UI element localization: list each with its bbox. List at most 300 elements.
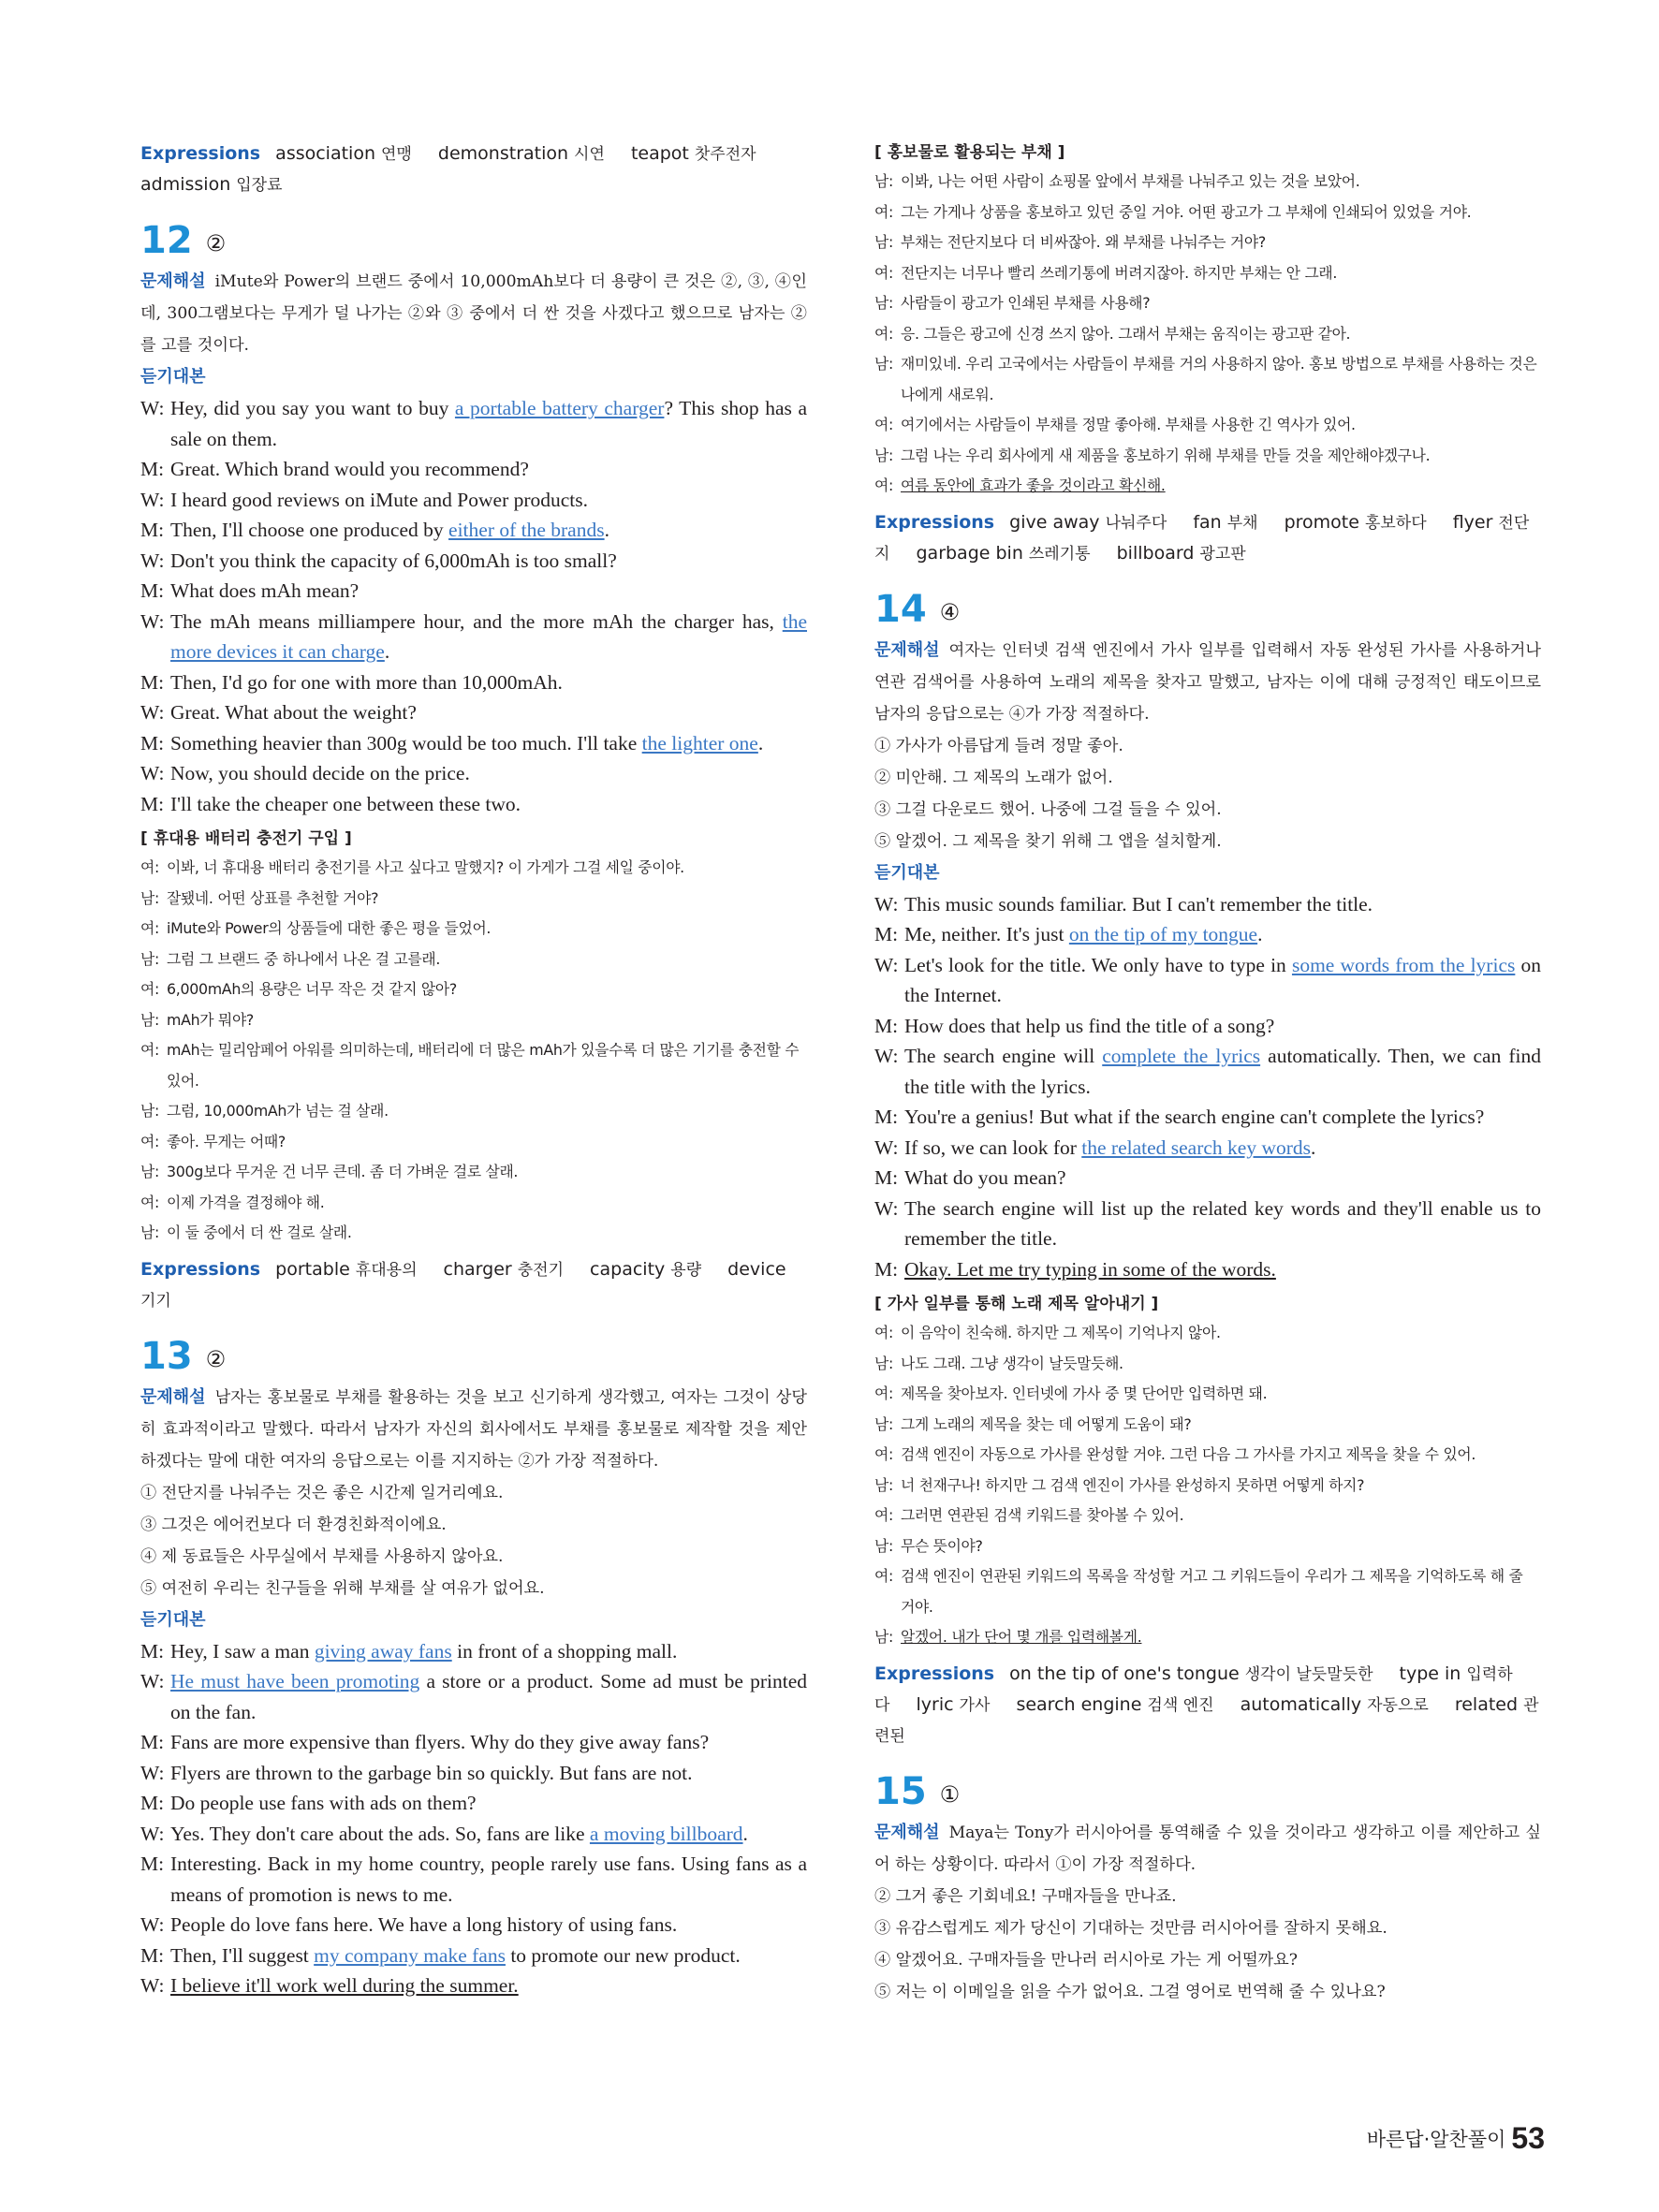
highlight-phrase: the lighter one: [641, 731, 758, 754]
speaker: 여:: [874, 416, 893, 433]
dialogue-line: [140, 1970, 807, 2001]
speaker: W:: [140, 1822, 165, 1845]
dialogue-line: [140, 1788, 807, 1819]
line-text: on the Internet.: [904, 953, 1542, 1006]
dialogue-line: [140, 1910, 807, 1941]
speaker: 남:: [874, 446, 893, 464]
question-answer: ②: [205, 1345, 227, 1372]
line-text: Hey, I saw a man: [170, 1639, 315, 1663]
dialogue-line: [140, 728, 807, 759]
expression-gloss: 찻주전자: [694, 145, 756, 164]
line-text: 그게 노래의 제목을 찾는 데 어떻게 도움이 돼?: [901, 1414, 1192, 1433]
question-number: 12: [140, 219, 193, 262]
option-line: ④ 알겠어요. 구매자들을 만나러 러시아로 가는 게 어떨까요?: [874, 1950, 1298, 1970]
line-text: Don't you think the capacity of 6,000mAh is too small?: [170, 549, 617, 572]
translation-line: [874, 1561, 1541, 1622]
dialogue-line: [140, 393, 807, 454]
q14-header: [874, 588, 1541, 631]
dialogue-line: [140, 546, 807, 577]
line-text: 이 둘 중에서 더 싼 걸로 살래.: [167, 1223, 352, 1241]
expression-gloss: 전단지: [874, 513, 1530, 564]
speaker: 남:: [140, 1010, 159, 1029]
line-text: 이제 가격을 결정해야 해.: [167, 1193, 325, 1211]
question-number: 13: [140, 1334, 193, 1378]
expression-gloss: 생각이 날듯말듯한: [1244, 1664, 1373, 1684]
speaker: 남:: [140, 949, 159, 968]
q12-header: [140, 219, 807, 262]
speaker: M:: [140, 519, 165, 541]
expression-gloss: 부채: [1226, 513, 1258, 533]
highlight-phrase: some words from the lyrics: [1291, 953, 1516, 976]
highlight-phrase: either of the brands: [448, 519, 605, 541]
speaker: M:: [140, 1792, 165, 1814]
translation-line: [874, 288, 1541, 319]
dialogue-line: [874, 1011, 1541, 1042]
expressions-label: Expressions: [140, 1258, 261, 1280]
speaker: W:: [874, 1135, 899, 1159]
expression-gloss: 검색 엔진: [1147, 1695, 1214, 1715]
line-text: 그는 가게나 상품을 홍보하고 있던 중일 거야. 어떤 광고가 그 부채에 인쇄되어 있었을 거야.: [901, 202, 1472, 221]
question-answer: ①: [939, 1780, 961, 1808]
line-text: I'll take the cheaper one between these two.: [170, 792, 521, 815]
expression-term: flyer: [1452, 511, 1493, 533]
option-line: ① 가사가 아름답게 들려 정말 좋아.: [874, 736, 1123, 755]
highlight-phrase: on the tip of my tongue: [1068, 923, 1258, 945]
speaker: 여:: [140, 858, 159, 876]
line-text: 이 음악이 친숙해. 하지만 그 제목이 기억나지 않아.: [901, 1324, 1221, 1341]
option-line: ④ 제 동료들은 사무실에서 부채를 사용하지 않아요.: [140, 1546, 504, 1566]
option-line: ② 미안해. 그 제목의 노래가 없어.: [874, 768, 1113, 787]
answer-line-text: 알겠어. 내가 단어 몇 개를 입력해볼게.: [901, 1628, 1142, 1646]
answer-line-text: I believe it'll work well during the summer.: [170, 1974, 519, 1997]
option-line: ⑤ 여전히 우리는 친구들을 위해 부채를 살 여유가 없어요.: [140, 1578, 545, 1598]
highlight-phrase: giving away fans: [314, 1639, 452, 1663]
option-line: ⑤ 알겠어. 그 제목을 찾기 위해 그 앱을 설치할게.: [874, 831, 1222, 851]
expression-term: search engine: [1016, 1693, 1142, 1715]
line-text: 부채는 전단지보다 더 비싸잖아. 왜 부채를 나눠주는 거야?: [901, 233, 1266, 251]
speaker: W:: [140, 549, 165, 572]
dialogue-line: [874, 1254, 1541, 1285]
line-text: 6,000mAh의 용량은 너무 작은 것 같지 않아?: [167, 980, 457, 998]
line-text: Interesting. Back in my home country, people rarely use fans. Using fans as a means of promotion is news to me.: [170, 1853, 807, 1906]
speaker: M:: [874, 1166, 899, 1189]
speaker: 남:: [874, 1475, 893, 1494]
translation-line: [874, 349, 1541, 410]
line-text: 그럼, 10,000mAh가 넘는 걸 살래.: [167, 1102, 389, 1120]
expression-gloss: 기기: [140, 1291, 171, 1311]
line-text: 이봐, 나는 어떤 사람이 쇼핑몰 앞에서 부채를 나눠주고 있는 것을 보았어.: [901, 172, 1360, 190]
speaker: W:: [874, 1045, 899, 1067]
line-text: .: [1257, 923, 1263, 945]
expression-term: related: [1454, 1693, 1519, 1715]
line-text: The mAh means milliampere hour, and the more mAh the charger has,: [170, 609, 783, 633]
explanation-text: Maya는 Tony가 러시아어를 통역해줄 수 있을 것이라고 생각하고 이를 제안하고 싶어 하는 상황이다. 따라서 ①이 가장 적절하다.: [874, 1823, 1541, 1874]
expression-gloss: 용량: [670, 1260, 702, 1280]
line-text: 잘됐네. 어떤 상표를 추천할 거야?: [167, 888, 379, 907]
expression-term: fan: [1193, 511, 1222, 533]
speaker: 남:: [874, 294, 893, 312]
line-text: 사람들이 광고가 인쇄된 부채를 사용해?: [901, 294, 1151, 312]
line-text: 그럼 나는 우리 회사에게 새 제품을 홍보하기 위해 부채를 만들 것을 제안해야겠구나.: [901, 446, 1431, 464]
speaker: 여:: [874, 1324, 893, 1341]
dialogue-line: [874, 1133, 1541, 1164]
expression-term: teapot: [630, 143, 689, 164]
line-text: You're a genius! But what if the search engine can't complete the lyrics?: [904, 1106, 1485, 1128]
line-text: .: [742, 1822, 748, 1845]
line-text: automatically. Then, we can find the title with the lyrics.: [904, 1045, 1541, 1098]
speaker: 남:: [140, 1102, 159, 1120]
speaker: 여:: [874, 1567, 893, 1585]
expression-gloss: 자동으로: [1367, 1695, 1429, 1715]
line-text: Now, you should decide on the price.: [170, 762, 470, 784]
speaker: 남:: [140, 1223, 159, 1241]
q14-dialogue: [874, 889, 1541, 1285]
line-text: 이봐, 너 휴대용 배터리 충전기를 사고 싶다고 말했지? 이 가게가 그걸 세일 중이야.: [167, 858, 684, 876]
speaker: M:: [140, 731, 165, 754]
line-text: Great. Which brand would you recommend?: [170, 458, 529, 480]
translation-line: [874, 1440, 1541, 1471]
speaker: 여:: [874, 476, 893, 494]
line-text: 응. 그들은 광고에 신경 쓰지 않아. 그래서 부채는 움직이는 광고판 같아.: [901, 324, 1351, 343]
highlight-phrase: a moving billboard: [589, 1822, 743, 1845]
speaker: W:: [140, 488, 165, 511]
question-answer: ④: [939, 598, 961, 625]
speaker: 여:: [140, 1041, 159, 1059]
line-text: Do people use fans with ads on them?: [170, 1792, 477, 1814]
line-text: Great. What about the weight?: [170, 701, 417, 724]
speaker: 여:: [140, 919, 159, 937]
expression-gloss: 입장료: [236, 176, 283, 195]
expression-term: admission: [140, 174, 231, 195]
speaker: 여:: [140, 1193, 159, 1211]
dialogue-line: [140, 1941, 807, 1971]
q15-explanation: [874, 1817, 1541, 1881]
option-line: ① 전단지를 나눠주는 것은 좋은 시간제 일거리예요.: [140, 1483, 504, 1502]
q12-explanation: [140, 266, 807, 361]
dialogue-line: [140, 1849, 807, 1910]
translation-line: [140, 1188, 807, 1219]
explanation-text: iMute와 Power의 브랜드 중에서 10,000mAh보다 더 용량이 큰 것은 ②, ③, ④인데, 300그램보다는 무게가 덜 나가는 ②와 ③ 중에서 더 싼 것을 사겠다고 했으므로 남자는 ②를 고를 것이다.: [140, 272, 807, 355]
translation-line: [874, 258, 1541, 289]
translation-line: [874, 471, 1541, 502]
expression-gloss: 관련된: [874, 1695, 1539, 1746]
expression-term: demonstration: [437, 143, 569, 164]
speaker: 여:: [874, 1445, 893, 1463]
line-text: Then, I'd go for one with more than 10,000mAh.: [170, 670, 563, 694]
question-number: 15: [874, 1769, 927, 1813]
translation-line: [874, 1471, 1541, 1502]
dialogue-line: [874, 1163, 1541, 1194]
line-text: .: [604, 519, 609, 541]
line-text: .: [384, 640, 390, 663]
expressions-label: Expressions: [140, 143, 261, 164]
line-text: ? This shop has a sale on them.: [170, 397, 807, 450]
explanation-text: 여자는 인터넷 검색 엔진에서 가사 일부를 입력해서 자동 완성된 가사를 사용하거나 연관 검색어를 사용하여 노래의 제목을 찾자고 말했고, 남자는 이에 대해 긍정적인 태도이므로 남자의 응답으로는 ④가 가장 적절하다.: [874, 640, 1541, 724]
page-footer: [1348, 2121, 1545, 2159]
option-line: ③ 유감스럽게도 제가 당신이 기대하는 것만큼 러시아어를 잘하지 못해요.: [874, 1918, 1387, 1938]
line-text: Something heavier than 300g would be too much. I'll take: [170, 731, 642, 754]
line-text: 너 천재구나! 하지만 그 검색 엔진이 가사를 완성하지 못하면 어떻게 하지?: [901, 1475, 1365, 1494]
highlight-phrase: He must have been promoting: [170, 1670, 420, 1692]
expression-term: type in: [1399, 1663, 1461, 1684]
line-text: 그럼 그 브랜드 중 하나에서 나온 걸 고를래.: [167, 949, 441, 968]
expression-term: give away: [1009, 511, 1100, 533]
speaker: 남:: [140, 888, 159, 907]
translation-line: [874, 1501, 1541, 1531]
expression-term: association: [275, 143, 376, 164]
script-label: 듣기대본: [140, 367, 206, 387]
line-text: iMute와 Power의 상품들에 대한 좋은 평을 들었어.: [167, 919, 492, 937]
dialogue-line: [140, 758, 807, 789]
speaker: 남:: [874, 1414, 893, 1433]
line-text: 재미있네. 우리 고국에서는 사람들이 부채를 거의 사용하지 않아. 홍보 방법으로 부채를 사용하는 것은 나에게 새로워.: [901, 355, 1537, 403]
q12-expressions: [140, 1254, 807, 1316]
line-text: Hey, did you say you want to buy: [170, 397, 455, 419]
translation-line: [874, 1410, 1541, 1441]
line-text: .: [757, 731, 764, 754]
line-text: 나도 그래. 그냥 생각이 날듯말듯해.: [901, 1354, 1123, 1372]
translation-line: [140, 1218, 807, 1249]
speaker: 남:: [874, 355, 893, 373]
line-text: .: [1311, 1135, 1316, 1159]
speaker: W:: [140, 701, 165, 724]
translation-line: [140, 1157, 807, 1188]
expression-term: on the tip of one's tongue: [1009, 1663, 1240, 1684]
question-number: 14: [874, 587, 927, 631]
translation-line: [140, 914, 807, 945]
line-text: 좋아. 무게는 어때?: [167, 1132, 286, 1150]
speaker: 남:: [874, 1628, 893, 1646]
speaker: M:: [140, 792, 165, 815]
speaker: W:: [140, 1761, 165, 1784]
speaker: 남:: [874, 1354, 893, 1372]
line-text: Let's look for the title. We only have to type in: [904, 953, 1292, 976]
translation-line: [140, 1127, 807, 1158]
dialogue-line: [874, 950, 1541, 1011]
speaker: M:: [874, 1106, 899, 1128]
translation-line: [140, 1005, 807, 1036]
dialogue-line: [140, 1819, 807, 1850]
speaker: W:: [874, 892, 899, 916]
line-text: What do you mean?: [904, 1166, 1066, 1189]
line-text: 검색 엔진이 자동으로 가사를 완성할 거야. 그런 다음 그 가사를 가지고 제목을 찾을 수 있어.: [901, 1445, 1476, 1463]
translation-line: [874, 410, 1541, 441]
speaker: W:: [140, 609, 165, 633]
speaker: 여:: [874, 1506, 893, 1524]
speaker: W:: [140, 397, 165, 419]
line-text: a store or a product. Some ad must be printed on the fan.: [170, 1670, 807, 1723]
line-text: The search engine will list up the related key words and they'll enable us to remember the title.: [904, 1196, 1541, 1250]
line-text: Then, I'll choose one produced by: [170, 519, 449, 541]
dialogue-line: [140, 1666, 807, 1727]
dialogue-line: [140, 1636, 807, 1667]
translation-title: [ 휴대용 배터리 충전기 구입 ]: [140, 829, 352, 848]
translation-line: [140, 945, 807, 975]
speaker: 여:: [874, 263, 893, 282]
line-text: mAh가 뭐야?: [167, 1010, 254, 1029]
translation-line: [140, 1096, 807, 1127]
right-column: [874, 139, 1541, 2008]
line-text: 무슨 뜻이야?: [901, 1536, 983, 1555]
speaker: 여:: [140, 980, 159, 998]
expression-gloss: 가사: [959, 1695, 991, 1715]
line-text: 여기에서는 사람들이 부채를 정말 좋아해. 부채를 사용한 긴 역사가 있어.: [901, 416, 1356, 433]
expression-term: garbage bin: [916, 542, 1023, 564]
line-text: 300g보다 무거운 건 너무 큰데. 좀 더 가벼운 걸로 살래.: [167, 1163, 519, 1180]
speaker: M:: [874, 1014, 899, 1037]
expression-gloss: 입력하다: [874, 1664, 1513, 1715]
script-label: 듣기대본: [874, 862, 940, 883]
dialogue-line: [140, 576, 807, 607]
q14-translation: [874, 1318, 1541, 1653]
line-text: in front of a shopping mall.: [451, 1639, 678, 1663]
question-answer: ②: [205, 230, 227, 256]
translation-line: [874, 1531, 1541, 1562]
speaker: M:: [140, 670, 165, 694]
q13-explanation: [140, 1382, 807, 1477]
expression-gloss: 충전기: [517, 1260, 564, 1280]
line-text: Flyers are thrown to the garbage bin so quickly. But fans are not.: [170, 1761, 693, 1784]
line-text: Me, neither. It's just: [904, 923, 1069, 945]
translation-line: [140, 974, 807, 1005]
highlight-phrase: my company make fans: [314, 1943, 506, 1967]
expression-term: lyric: [916, 1693, 954, 1715]
speaker: M:: [140, 1943, 165, 1967]
dialogue-line: [874, 919, 1541, 950]
answer-line-text: 여름 동안에 효과가 좋을 것이라고 확신해.: [901, 476, 1166, 494]
speaker: M:: [140, 579, 165, 602]
expression-term: automatically: [1240, 1693, 1362, 1715]
speaker: 여:: [874, 324, 893, 343]
speaker: 남:: [140, 1163, 159, 1180]
highlight-phrase: the more devices it can charge: [170, 609, 807, 663]
speaker: M:: [140, 458, 165, 480]
expression-term: promote: [1284, 511, 1359, 533]
line-text: Then, I'll suggest: [170, 1943, 315, 1967]
q13-header: [140, 1335, 807, 1378]
translation-line: [140, 884, 807, 915]
page-number: 53: [1511, 2121, 1545, 2155]
answer-line-text: Okay. Let me try typing in some of the words.: [904, 1257, 1276, 1281]
speaker: W:: [874, 1196, 899, 1220]
translation-title: [ 홍보물로 활용되는 부채 ]: [874, 143, 1065, 162]
line-text: Yes. They don't care about the ads. So, fans are like: [170, 1822, 590, 1845]
line-text: I heard good reviews on iMute and Power products.: [170, 488, 589, 511]
expressions-label: Expressions: [874, 511, 995, 533]
explanation-label: 문제해설: [140, 1386, 206, 1407]
highlight-phrase: a portable battery charger: [454, 397, 665, 419]
expression-gloss: 연맹: [381, 145, 412, 164]
expression-term: portable: [275, 1258, 350, 1280]
line-text: People do love fans here. We have a long history of using fans.: [170, 1913, 678, 1936]
footer-book-title: 바른답·알찬풀이: [1366, 2128, 1506, 2151]
line-text: What does mAh mean?: [170, 579, 360, 602]
dialogue-line: [874, 1194, 1541, 1254]
speaker: W:: [140, 1913, 165, 1936]
speaker: 남:: [874, 233, 893, 251]
speaker: 여:: [874, 1384, 893, 1402]
speaker: 여:: [140, 1132, 159, 1150]
translation-line: [874, 227, 1541, 258]
line-text: If so, we can look for: [904, 1135, 1082, 1159]
dialogue-line: [874, 889, 1541, 920]
speaker: M:: [140, 1853, 165, 1875]
translation-line: [874, 167, 1541, 198]
dialogue-line: [140, 485, 807, 516]
line-text: to promote our new product.: [505, 1943, 741, 1967]
translation-line: [874, 1349, 1541, 1380]
explanation-label: 문제해설: [140, 271, 206, 291]
line-text: mAh는 밀리암페어 아워를 의미하는데, 배터리에 더 많은 mAh가 있을수록 더 많은 기기를 충전할 수 있어.: [167, 1041, 800, 1090]
speaker: 남:: [874, 172, 893, 190]
line-text: This music sounds familiar. But I can't remember the title.: [904, 892, 1373, 916]
translation-line: [874, 1622, 1541, 1653]
speaker: M:: [874, 1257, 899, 1281]
dialogue-line: [140, 1758, 807, 1789]
q12-dialogue: [140, 393, 807, 819]
explanation-text: 남자는 홍보물로 부채를 활용하는 것을 보고 신기하게 생각했고, 여자는 그것이 상당히 효과적이라고 말했다. 따라서 남자가 자신의 회사에서도 부채를 홍보물로 제작할 것을 제안하겠다는 말에 대한 여자의 응답으로는 이를 지지하는 ②가 가장 적절하다.: [140, 1387, 807, 1471]
expression-gloss: 시연: [574, 145, 605, 164]
option-line: ③ 그것은 에어컨보다 더 환경친화적이에요.: [140, 1515, 447, 1534]
option-line: ③ 그걸 다운로드 했어. 나중에 그걸 들을 수 있어.: [874, 799, 1222, 819]
q11-expressions: [140, 139, 807, 200]
speaker: W:: [140, 762, 165, 784]
translation-line: [140, 1035, 807, 1096]
line-text: How does that help us find the title of a song?: [904, 1014, 1275, 1037]
dialogue-line: [140, 515, 807, 546]
expression-term: capacity: [590, 1258, 666, 1280]
highlight-phrase: the related search key words: [1081, 1135, 1312, 1159]
q12-translation: [140, 853, 807, 1249]
line-text: 제목을 찾아보자. 인터넷에 가사 중 몇 단어만 입력하면 돼.: [901, 1384, 1268, 1402]
explanation-label: 문제해설: [874, 639, 940, 660]
translation-line: [140, 853, 807, 884]
q13-dialogue: [140, 1636, 807, 2001]
speaker: W:: [140, 1670, 165, 1692]
dialogue-line: [140, 697, 807, 728]
expression-term: billboard: [1116, 542, 1195, 564]
expression-gloss: 휴대용의: [355, 1260, 418, 1280]
speaker: M:: [140, 1731, 165, 1753]
dialogue-line: [140, 789, 807, 820]
dialogue-line: [140, 454, 807, 485]
speaker: 남:: [874, 1536, 893, 1555]
speaker: W:: [140, 1974, 165, 1997]
expression-gloss: 쓰레기통: [1028, 544, 1091, 564]
dialogue-line: [140, 667, 807, 698]
left-column: [140, 139, 807, 2001]
expression-gloss: 광고판: [1199, 544, 1246, 564]
expression-term: device: [727, 1258, 786, 1280]
translation-title: [ 가사 일부를 통해 노래 제목 알아내기 ]: [874, 1295, 1159, 1313]
line-text: 검색 엔진이 연관된 키워드의 목록을 작성할 거고 그 키워드들이 우리가 그 제목을 기억하도록 해 줄 거야.: [901, 1567, 1523, 1616]
highlight-phrase: complete the lyrics: [1102, 1045, 1261, 1067]
dialogue-line: [140, 607, 807, 667]
expressions-label: Expressions: [874, 1663, 995, 1684]
line-text: 전단지는 너무나 빨리 쓰레기통에 버려지잖아. 하지만 부채는 안 그래.: [901, 263, 1338, 282]
translation-line: [874, 319, 1541, 350]
q14-explanation: [874, 635, 1541, 730]
speaker: M:: [874, 923, 899, 945]
speaker: 여:: [874, 202, 893, 221]
expression-term: charger: [443, 1258, 512, 1280]
dialogue-line: [874, 1102, 1541, 1133]
dialogue-line: [140, 1727, 807, 1758]
translation-line: [874, 1318, 1541, 1349]
option-line: ② 그거 좋은 기회네요! 구매자들을 만나죠.: [874, 1886, 1177, 1906]
translation-line: [874, 198, 1541, 228]
explanation-label: 문제해설: [874, 1822, 940, 1842]
